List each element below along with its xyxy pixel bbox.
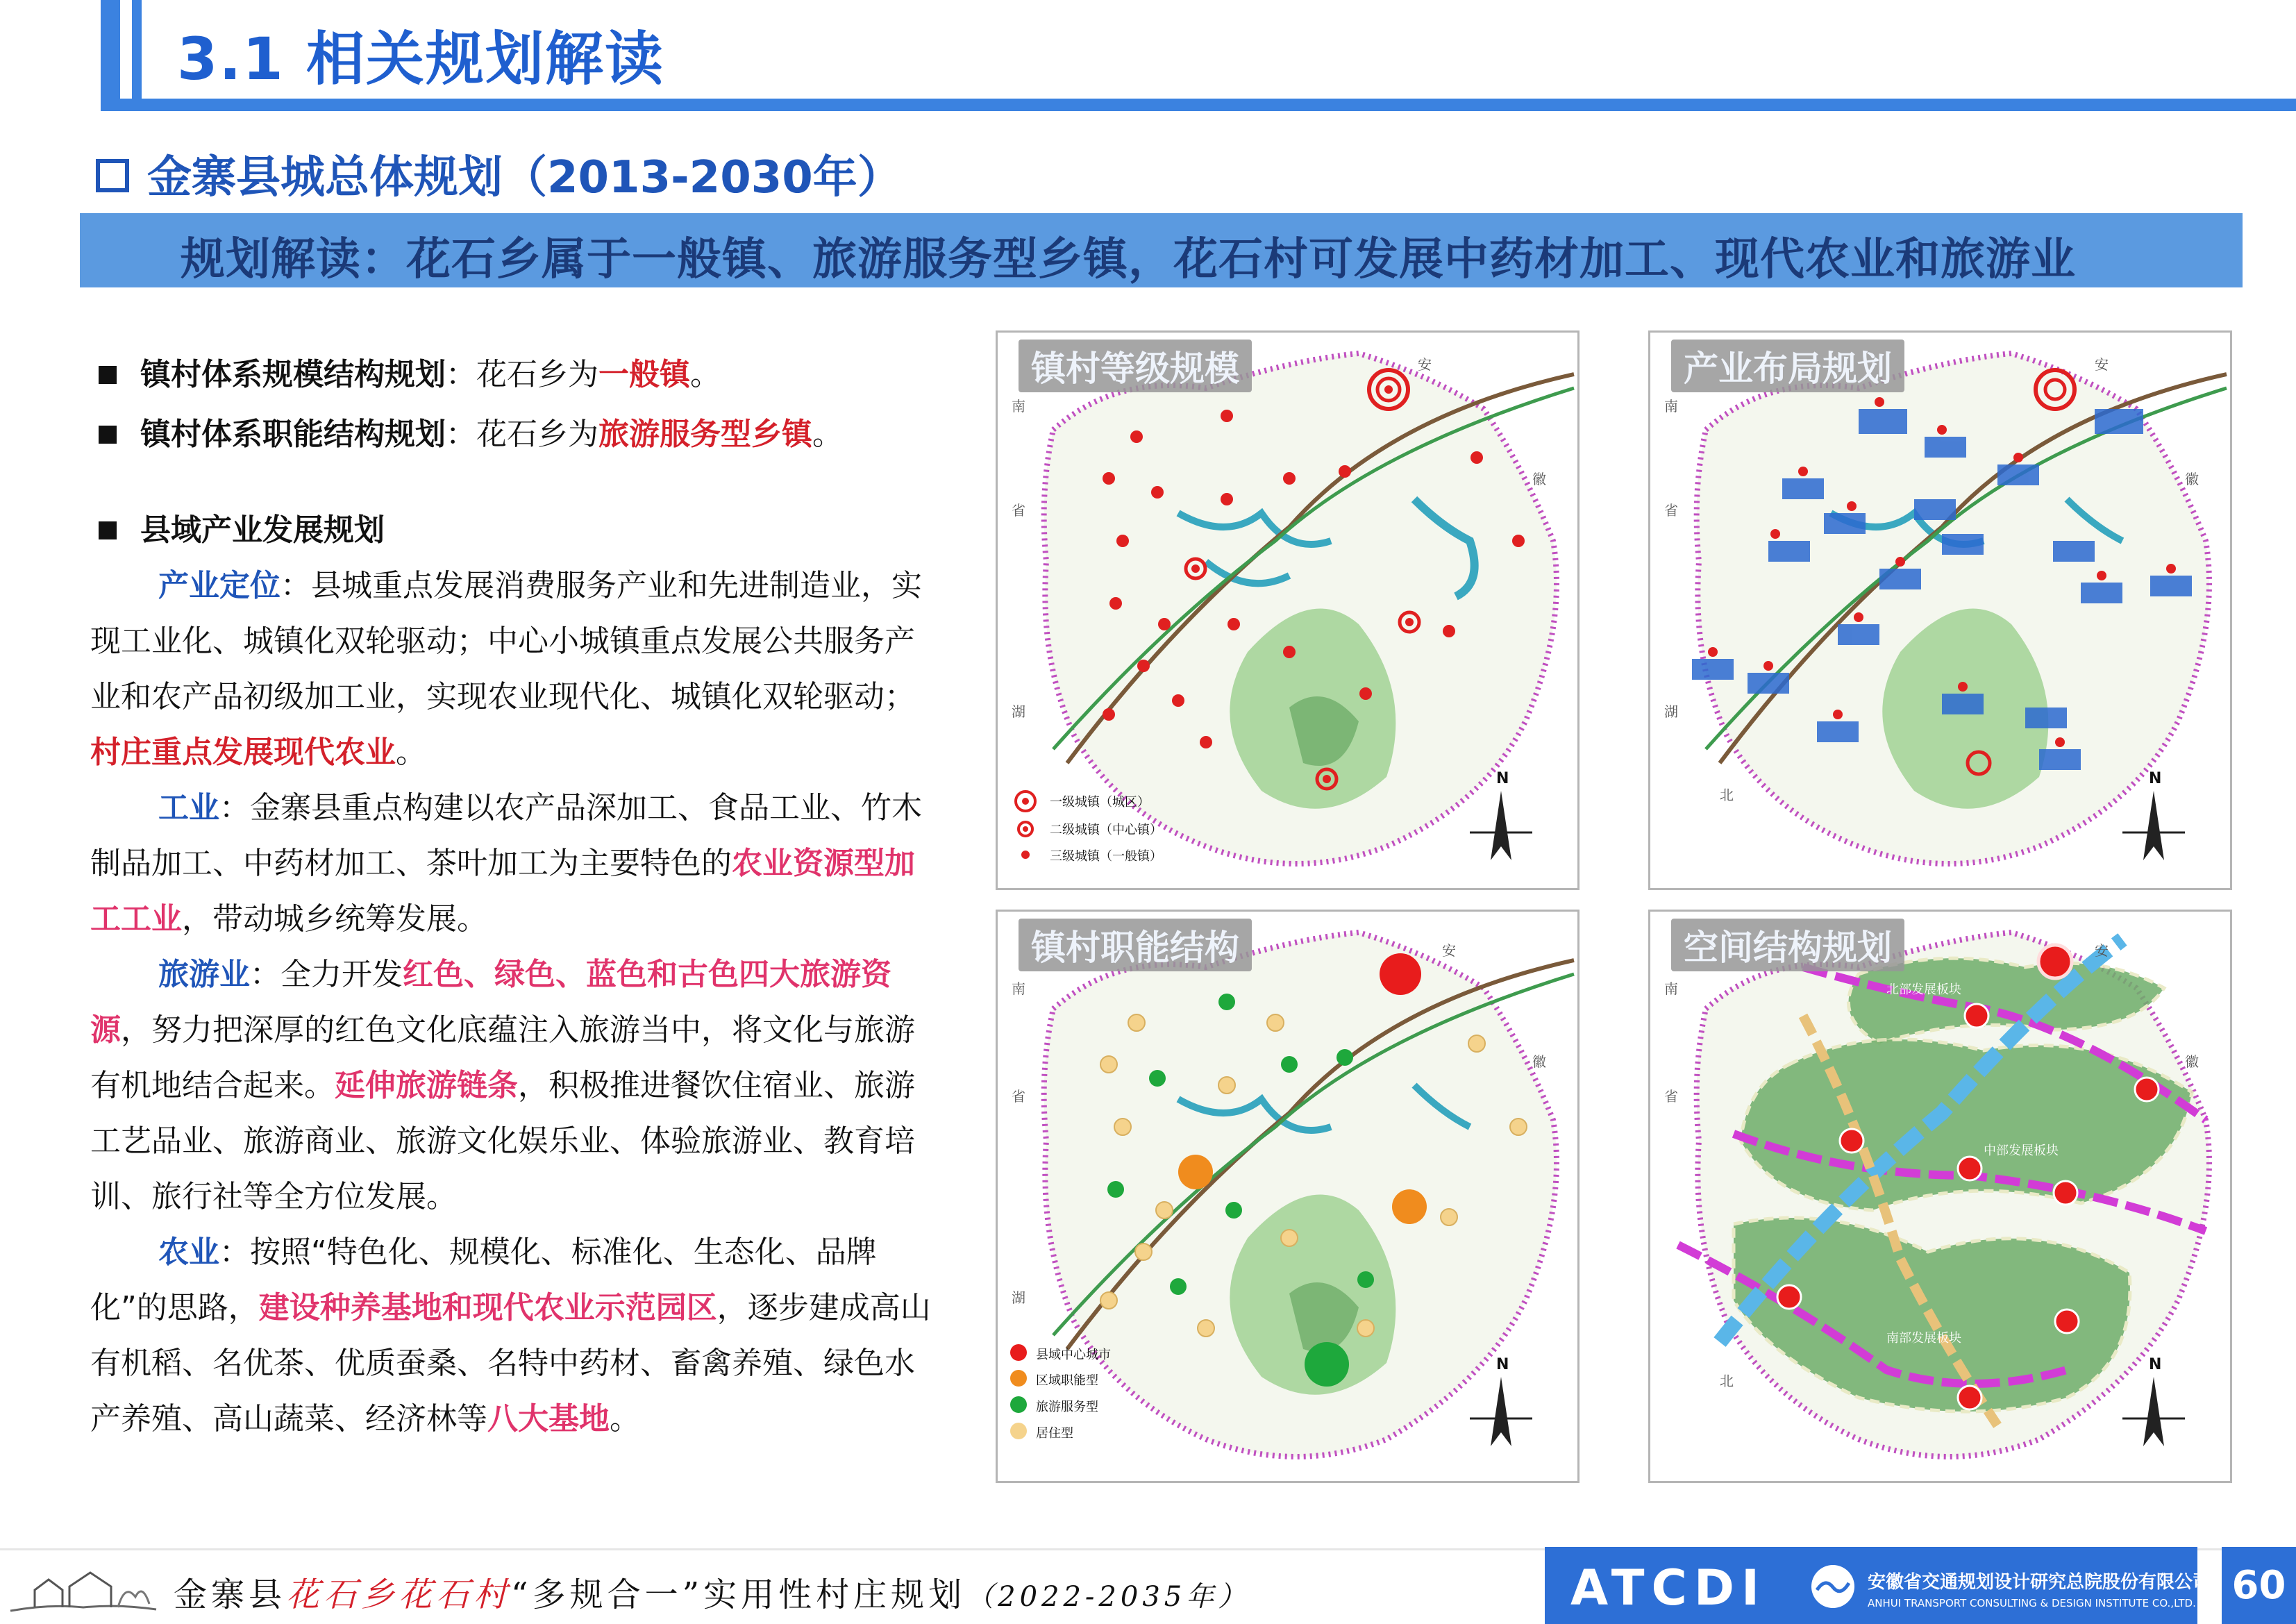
north-label: N — [1496, 770, 1509, 787]
neighbor-label: 省 — [1664, 1088, 1678, 1105]
map-legend — [1016, 792, 1035, 859]
neighbor-label: 徽 — [1532, 1053, 1546, 1070]
footer-prefix: 金寨县 — [174, 1575, 287, 1614]
neighbor-label: 南 — [1664, 398, 1678, 415]
tourism-service-marker — [1305, 1342, 1349, 1387]
company-name-en: ANHUI TRANSPORT CONSULTING & DESIGN INSTITUTE CO.,LTD. — [1868, 1597, 2196, 1609]
footer-plan-name: “多规合一”实用性村庄规划 — [511, 1575, 966, 1614]
legend-label: 县域中心城市 — [1036, 1348, 1111, 1362]
neighbor-label: 南 — [1664, 980, 1678, 997]
map-label: 空间结构规划 — [1671, 919, 1904, 971]
neighbor-label: 湖 — [1012, 703, 1025, 720]
bullet-end: 。 — [812, 417, 843, 452]
north-arrow-icon — [2122, 791, 2185, 860]
checkbox-square-icon — [96, 159, 129, 192]
bullet-text: ：花石乡为 — [446, 417, 598, 452]
neighbor-label: 安 — [2095, 356, 2109, 373]
legend-label: 三级城镇（一般镇） — [1050, 849, 1162, 864]
paragraph-agriculture — [90, 1225, 944, 1447]
bullet-highlight: 一般镇 — [598, 357, 690, 392]
paragraph-key: 产业定位 — [158, 568, 280, 603]
neighbor-label: 北 — [1720, 1373, 1734, 1389]
section-title-text: 金寨县城总体规划（2013-2030年） — [147, 152, 902, 203]
bullet-item — [90, 503, 944, 558]
header-accent-bar — [101, 0, 120, 99]
neighbor-label: 南 — [1012, 980, 1025, 997]
neighbor-label: 北 — [1720, 787, 1734, 803]
county-center-marker — [2038, 945, 2072, 978]
neighbor-label: 省 — [1012, 502, 1025, 519]
neighbor-label: 徽 — [2185, 1053, 2199, 1070]
paragraph-text: ：金寨县重点构建以农产品深加工、食品工业、竹木制品加工、中药材加工、茶叶加工为主要特色的 — [90, 790, 922, 881]
neighbor-label: 安 — [1418, 356, 1432, 373]
north-label: N — [2149, 770, 2162, 787]
north-arrow-icon — [1470, 1377, 1532, 1446]
bullet-item — [90, 407, 944, 462]
paragraph-key: 工业 — [158, 790, 219, 826]
paragraph-industry — [90, 780, 944, 947]
page-title: 3.1 相关规划解读 — [177, 25, 665, 93]
paragraph-text: ：按照“特色化、规模化、标准化、生态化、品牌化”的思路， — [90, 1234, 877, 1325]
section-title — [96, 142, 902, 206]
north-label: N — [2149, 1356, 2162, 1373]
north-label: N — [1496, 1356, 1509, 1373]
paragraph-highlight: 建设种养基地和现代农业示范园区 — [258, 1290, 717, 1325]
county-center-marker — [1380, 953, 1421, 995]
paragraph-highlight: 红色、绿色、蓝色和古色四大旅游资源 — [90, 957, 891, 1048]
company-emblem-icon — [1809, 1562, 1857, 1611]
paragraph-text: ，努力把深厚的红色文化底蕴注入旅游当中，将文化与旅游有机地结合起来。 — [90, 1012, 915, 1103]
neighbor-label: 徽 — [2185, 471, 2199, 487]
map-label: 镇村职能结构 — [1019, 919, 1252, 971]
neighbor-label: 省 — [1012, 1088, 1025, 1105]
legend-label: 区域职能型 — [1036, 1373, 1098, 1388]
legend-label: 一级城镇（城区） — [1050, 795, 1150, 810]
map-spatial-structure — [1648, 910, 2232, 1483]
bullet-label: 县域产业发展规划 — [140, 512, 385, 548]
north-arrow-icon — [1470, 791, 1532, 860]
north-arrow-icon — [2122, 1377, 2185, 1446]
map-graphic — [1650, 333, 2230, 888]
paragraph-highlight: 村庄重点发展现代农业 — [90, 735, 396, 770]
paragraph-highlight: 农业资源型加工工业 — [90, 846, 915, 937]
paragraph-end: 。 — [610, 1401, 640, 1437]
paragraph-tourism — [90, 947, 944, 1225]
legend-label: 二级城镇（中心镇） — [1050, 823, 1162, 837]
bullet-item — [90, 347, 944, 403]
zone-label: 南部发展板块 — [1886, 1331, 1961, 1346]
paragraph-text: ：全力开发 — [250, 957, 403, 992]
legend-label: 居住型 — [1036, 1426, 1073, 1441]
paragraph-text: ：县城重点发展消费服务产业和先进制造业，实现工业化、城镇化双轮驱动；中心小城镇重点发展公共服务产业和农产品初级加工业，实现农业现代化、城镇化双轮驱动； — [90, 568, 922, 714]
neighbor-label: 湖 — [1664, 703, 1678, 720]
paragraph-highlight: 八大基地 — [487, 1401, 610, 1437]
header-divider — [101, 99, 2296, 111]
regional-function-marker — [1178, 1155, 1213, 1189]
square-bullet-icon — [99, 426, 117, 444]
footer-project-title — [174, 1568, 1250, 1616]
neighbor-label: 安 — [1442, 942, 1456, 959]
paragraph-key: 农业 — [158, 1234, 219, 1270]
map-industry-layout — [1648, 330, 2232, 890]
neighbor-label: 湖 — [1012, 1289, 1025, 1306]
paragraph-text: ，积极推进餐饮住宿业、旅游工艺品业、旅游商业、旅游文化娱乐业、体验旅游业、教育培训、旅行社等全方位发展。 — [90, 1068, 915, 1214]
zone-label: 中部发展板块 — [1984, 1144, 2059, 1158]
village-sketch-icon — [7, 1555, 160, 1621]
legend-label: 旅游服务型 — [1036, 1400, 1098, 1414]
neighbor-label: 安 — [2095, 942, 2109, 959]
map-graphic — [998, 912, 1577, 1481]
square-bullet-icon — [99, 521, 117, 539]
footer-village: 花石乡花石村 — [286, 1575, 512, 1614]
paragraph-end: ，带动城乡统筹发展。 — [182, 901, 487, 937]
paragraph-key: 旅游业 — [158, 957, 250, 992]
bullet-end: 。 — [690, 357, 721, 392]
company-logo-text: ATCDI — [1570, 1559, 1767, 1616]
company-name-cn: 安徽省交通规划设计研究总院股份有限公司 — [1868, 1572, 2211, 1593]
neighbor-label: 徽 — [1532, 471, 1546, 487]
bullet-text: ：花石乡为 — [446, 357, 598, 392]
paragraph-positioning — [90, 558, 944, 780]
summary-banner-text: 规划解读：花石乡属于一般镇、旅游服务型乡镇，花石村可发展中药材加工、现代农业和旅游业 — [181, 234, 2076, 285]
neighbor-label: 南 — [1012, 398, 1025, 415]
map-town-hierarchy — [996, 330, 1579, 890]
paragraph-end: 。 — [396, 735, 426, 770]
square-bullet-icon — [99, 366, 117, 384]
neighbor-label: 省 — [1664, 502, 1678, 519]
zone-label: 北部发展板块 — [1886, 982, 1961, 997]
bullet-highlight: 旅游服务型乡镇 — [598, 417, 812, 452]
map-town-function — [996, 910, 1579, 1483]
page-number: 60 — [2222, 1547, 2296, 1624]
paragraph-highlight: 延伸旅游链条 — [335, 1068, 518, 1103]
bullet-label: 镇村体系职能结构规划 — [140, 417, 446, 452]
text-column — [90, 347, 944, 1447]
bullet-label: 镇村体系规模结构规划 — [140, 357, 446, 392]
header-accent-bar-thin — [132, 0, 142, 99]
map-label: 产业布局规划 — [1671, 340, 1904, 392]
footer-years: （2022-2035年） — [966, 1581, 1250, 1613]
map-legend — [1010, 1344, 1027, 1439]
paragraph-text: ，逐步建成高山有机稻、名优茶、优质蚕桑、名特中药材、畜禽养殖、绿色水产养殖、高山蔬菜、经济林等 — [90, 1290, 931, 1437]
map-label: 镇村等级规模 — [1019, 340, 1252, 392]
